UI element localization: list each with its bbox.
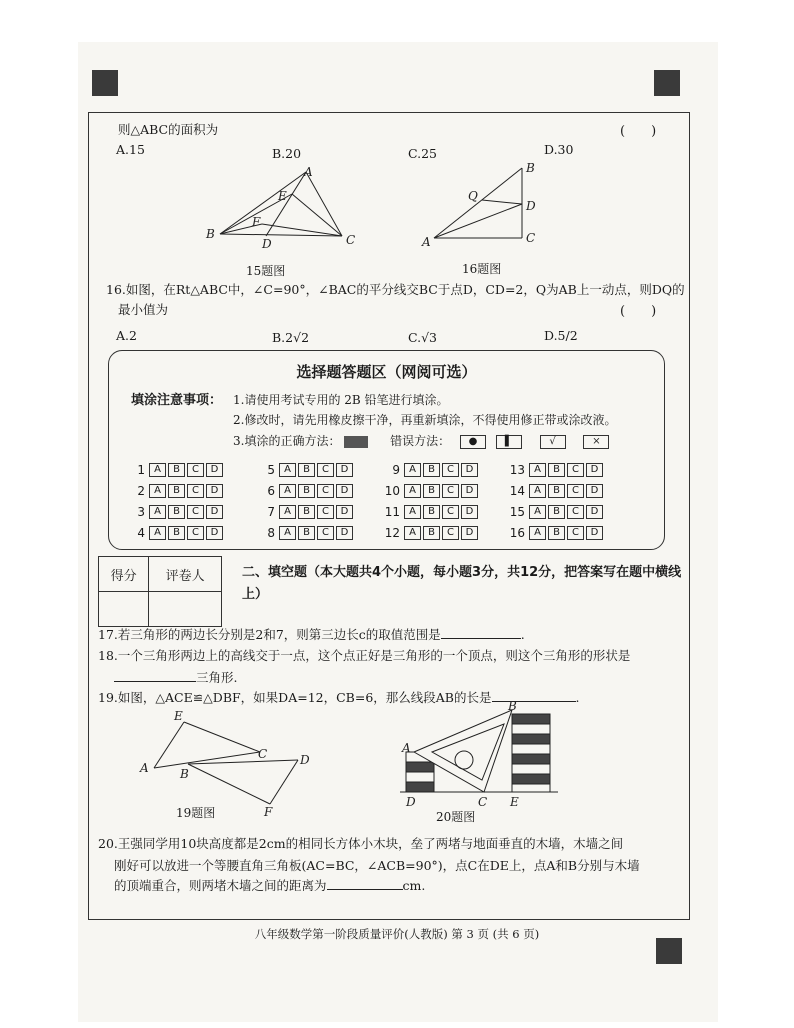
notice-3: [233, 432, 609, 449]
bubble-8-c[interactable]: C: [317, 526, 334, 540]
bubble-5-a[interactable]: A: [279, 463, 296, 477]
q19-label-a: A: [140, 761, 149, 775]
answer-row-7: [259, 505, 355, 519]
bubble-13-d[interactable]: D: [586, 463, 603, 477]
bubble-3-c[interactable]: C: [187, 505, 204, 519]
bubble-2-d[interactable]: D: [206, 484, 223, 498]
bubble-14-c[interactable]: C: [567, 484, 584, 498]
score-header: 得分: [99, 557, 149, 592]
notice-heading: 填涂注意事项：: [131, 393, 223, 408]
answer-row-number: 4: [137, 526, 145, 540]
bubble-15-b[interactable]: B: [548, 505, 565, 519]
q19-caption: 19题图: [176, 806, 216, 820]
q16-label-q: Q: [468, 189, 478, 203]
section-2-heading: 二、填空题（本大题共4个小题，每小题3分，共12分，把答案写在题中横线上）: [242, 565, 682, 602]
q15-caption: 15题图: [246, 264, 286, 278]
q15-label-f: F: [252, 215, 261, 229]
q19-tail: .: [575, 690, 580, 705]
q15-answer-paren: ( ): [620, 124, 657, 139]
q17-tail: .: [520, 627, 525, 642]
answer-row-number: 10: [384, 484, 400, 498]
wrong-method-label: 错误方法：: [390, 434, 451, 448]
bubble-13-c[interactable]: C: [567, 463, 584, 477]
answer-row-number: 12: [384, 526, 400, 540]
page-footer: 八年级数学第一阶段质量评价(人教版) 第 3 页 (共 6 页): [254, 927, 540, 941]
bubble-6-d[interactable]: D: [336, 484, 353, 498]
q15-label-d: D: [262, 237, 272, 251]
q20-line2: 刚好可以放进一个等腰直角三角板(AC=BC，∠ACB=90°)，点C在DE上，点A和B分别与木墙: [114, 858, 640, 873]
bubble-15-c[interactable]: C: [567, 505, 584, 519]
corner-marker-top-right: [654, 70, 680, 96]
corner-marker-top-left: [92, 70, 118, 96]
bubble-6-b[interactable]: B: [298, 484, 315, 498]
notice-1: 1.请使用考试专用的 2B 铅笔进行填涂。: [233, 393, 449, 407]
bubble-5-c[interactable]: C: [317, 463, 334, 477]
answer-row-4: [129, 526, 225, 540]
bubble-9-c[interactable]: C: [442, 463, 459, 477]
answer-row-number: 3: [137, 505, 145, 519]
q18-line1: 18.一个三角形两边上的高线交于一点，这个点正好是三角形的一个顶点，则这个三角形的形状是: [98, 648, 631, 663]
bubble-3-b[interactable]: B: [168, 505, 185, 519]
answer-row-number: 11: [384, 505, 400, 519]
answer-row-8: [259, 526, 355, 540]
bubble-9-d[interactable]: D: [461, 463, 478, 477]
answer-row-1: [129, 463, 225, 477]
q20-label-d: D: [406, 795, 416, 809]
q16-label-c: C: [526, 231, 536, 245]
answer-row-11: [384, 505, 480, 519]
bubble-1-a[interactable]: A: [149, 463, 166, 477]
bubble-11-a[interactable]: A: [404, 505, 421, 519]
bubble-7-d[interactable]: D: [336, 505, 353, 519]
answer-row-2: [129, 484, 225, 498]
bubble-10-b[interactable]: B: [423, 484, 440, 498]
bubble-11-c[interactable]: C: [442, 505, 459, 519]
correct-fill-sample: [344, 436, 368, 448]
answer-row-number: 5: [267, 463, 275, 477]
bubble-4-d[interactable]: D: [206, 526, 223, 540]
q18-text2: 三角形.: [196, 670, 238, 685]
bubble-14-a[interactable]: A: [529, 484, 546, 498]
q15-option-c: C.25: [408, 146, 437, 161]
score-table: [98, 556, 222, 627]
q15-stem: 则△ABC的面积为: [118, 122, 219, 137]
answer-row-16: [509, 526, 605, 540]
answer-row-number: 15: [509, 505, 525, 519]
answer-row-5: [259, 463, 355, 477]
answer-row-number: 16: [509, 526, 525, 540]
answer-row-10: [384, 484, 480, 498]
q15-label-b: B: [206, 227, 215, 241]
q16-label-b: B: [526, 161, 535, 175]
wrong-mark-4: ×: [583, 435, 609, 449]
q17-answer-blank[interactable]: [441, 638, 521, 639]
bubble-9-b[interactable]: B: [423, 463, 440, 477]
answer-row-3: [129, 505, 225, 519]
q19-figure: [138, 706, 328, 816]
bubble-1-b[interactable]: B: [168, 463, 185, 477]
bubble-15-d[interactable]: D: [586, 505, 603, 519]
bubble-1-c[interactable]: C: [187, 463, 204, 477]
wrong-mark-2: ▌: [496, 435, 522, 449]
answer-row-number: 1: [137, 463, 145, 477]
answer-area-title: 选择题答题区（网阅可选）: [296, 363, 477, 381]
answer-row-14: [509, 484, 605, 498]
q18-line2: [114, 668, 237, 686]
bubble-3-a[interactable]: A: [149, 505, 166, 519]
bubble-12-b[interactable]: B: [423, 526, 440, 540]
q16-option-a: A.2: [116, 328, 137, 343]
q17-text: 17.若三角形的两边长分别是2和7，则第三边长c的取值范围是: [98, 627, 441, 642]
q20-answer-blank[interactable]: [327, 889, 403, 890]
q16-answer-paren: ( ): [620, 304, 657, 319]
answer-row-13: [509, 463, 605, 477]
q16-label-d: D: [526, 199, 536, 213]
q19-label-d: D: [300, 753, 310, 767]
bubble-6-c[interactable]: C: [317, 484, 334, 498]
answer-row-number: 8: [267, 526, 275, 540]
bubble-12-a[interactable]: A: [404, 526, 421, 540]
q16-figure: [420, 158, 550, 254]
q20-figure: [398, 700, 568, 810]
bubble-7-b[interactable]: B: [298, 505, 315, 519]
q19-label-e: E: [174, 709, 183, 723]
q20-line1: 20.王强同学用10块高度都是2cm的相同长方体小木块，垒了两堵与地面垂直的木墙，木墙之间: [98, 836, 624, 851]
bubble-14-d[interactable]: D: [586, 484, 603, 498]
bubble-12-c[interactable]: C: [442, 526, 459, 540]
bubble-10-d[interactable]: D: [461, 484, 478, 498]
q15-label-a: A: [304, 165, 313, 179]
answer-row-15: [509, 505, 605, 519]
wrong-mark-1: ●: [460, 435, 486, 449]
q16-option-c: C.√3: [408, 330, 438, 345]
answer-row-number: 6: [267, 484, 275, 498]
q15-option-a: A.15: [116, 142, 145, 157]
q18-answer-blank[interactable]: [114, 681, 196, 682]
bubble-12-d[interactable]: D: [461, 526, 478, 540]
bubble-1-d[interactable]: D: [206, 463, 223, 477]
bubble-10-c[interactable]: C: [442, 484, 459, 498]
bubble-16-b[interactable]: B: [548, 526, 565, 540]
q20-caption: 20题图: [436, 810, 476, 824]
bubble-3-d[interactable]: D: [206, 505, 223, 519]
q20-tail: cm.: [402, 878, 426, 893]
q16-caption: 16题图: [462, 262, 502, 276]
bubble-5-b[interactable]: B: [298, 463, 315, 477]
q20-label-c: C: [478, 795, 488, 809]
bubble-16-c[interactable]: C: [567, 526, 584, 540]
bubble-2-a[interactable]: A: [149, 484, 166, 498]
bubble-16-d[interactable]: D: [586, 526, 603, 540]
bubble-2-c[interactable]: C: [187, 484, 204, 498]
grader-cell[interactable]: [149, 592, 222, 627]
answer-row-number: 7: [267, 505, 275, 519]
answer-row-12: [384, 526, 480, 540]
bubble-8-b[interactable]: B: [298, 526, 315, 540]
grader-header: 评卷人: [149, 557, 222, 592]
bubble-4-c[interactable]: C: [187, 526, 204, 540]
bubble-13-a[interactable]: A: [529, 463, 546, 477]
q20-text3: 的顶端重合，则两堵木墙之间的距离为: [114, 878, 327, 893]
bubble-4-b[interactable]: B: [168, 526, 185, 540]
answer-row-number: 9: [392, 463, 400, 477]
q17-line: [98, 625, 525, 643]
bubble-11-b[interactable]: B: [423, 505, 440, 519]
bubble-8-a[interactable]: A: [279, 526, 296, 540]
bubble-15-a[interactable]: A: [529, 505, 546, 519]
correct-method-label: 3.填涂的正确方法：: [233, 434, 341, 448]
wrong-mark-3: √: [540, 435, 566, 449]
q20-label-a: A: [402, 741, 411, 755]
q16-line2: 最小值为: [118, 302, 169, 317]
bubble-7-c[interactable]: C: [317, 505, 334, 519]
bubble-11-d[interactable]: D: [461, 505, 478, 519]
answer-row-9: [384, 463, 480, 477]
bubble-9-a[interactable]: A: [404, 463, 421, 477]
answer-row-number: 13: [509, 463, 525, 477]
q15-label-e: E: [278, 189, 287, 203]
q15-option-d: D.30: [544, 142, 574, 157]
bubble-8-d[interactable]: D: [336, 526, 353, 540]
answer-row-6: [259, 484, 355, 498]
bubble-16-a[interactable]: A: [529, 526, 546, 540]
q16-line1: 16.如图，在Rt△ABC中，∠C=90°，∠BAC的平分线交BC于点D，CD=2，Q为AB上一动点，则DQ的: [106, 282, 685, 297]
bubble-14-b[interactable]: B: [548, 484, 565, 498]
answer-row-number: 2: [137, 484, 145, 498]
bubble-13-b[interactable]: B: [548, 463, 565, 477]
bubble-5-d[interactable]: D: [336, 463, 353, 477]
bubble-10-a[interactable]: A: [404, 484, 421, 498]
q19-label-f: F: [264, 805, 273, 816]
q19-label-b: B: [180, 767, 189, 781]
q16-option-b: B.2√2: [272, 330, 310, 345]
q20-label-e: E: [510, 795, 519, 809]
q15-option-b: B.20: [272, 146, 302, 161]
q20-label-b: B: [508, 700, 517, 713]
q16-label-a: A: [422, 235, 431, 249]
q15-figure: [200, 164, 370, 254]
q15-label-c: C: [346, 233, 356, 247]
bubble-4-a[interactable]: A: [149, 526, 166, 540]
notice-2: 2.修改时，请先用橡皮擦干净，再重新填涂，不得使用修正带或涂改液。: [233, 413, 617, 427]
q19-label-c: C: [258, 747, 268, 761]
q19-text: 19.如图，△ACE≌△DBF，如果DA=12，CB=6，那么线段AB的长是: [98, 690, 492, 705]
bubble-2-b[interactable]: B: [168, 484, 185, 498]
answer-area: [108, 350, 665, 550]
bubble-7-a[interactable]: A: [279, 505, 296, 519]
q20-line3: [114, 876, 425, 894]
q16-option-d: D.5/2: [544, 328, 578, 343]
score-cell[interactable]: [99, 592, 149, 627]
bubble-6-a[interactable]: A: [279, 484, 296, 498]
answer-row-number: 14: [509, 484, 525, 498]
